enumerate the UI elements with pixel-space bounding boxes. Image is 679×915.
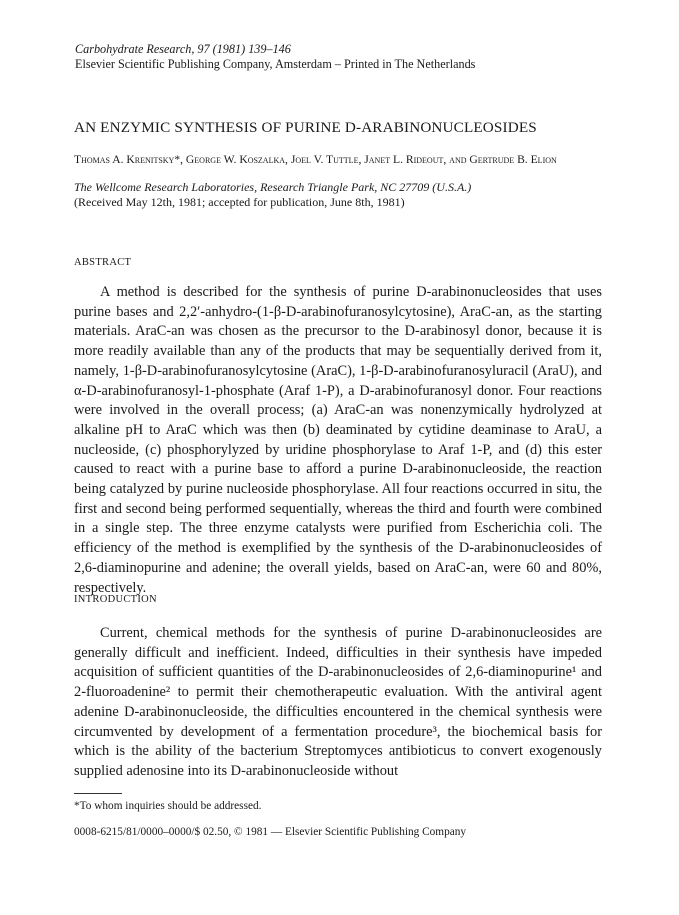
journal-header bbox=[75, 42, 475, 72]
affiliation: The Wellcome Research Laboratories, Research Triangle Park, NC 27709 (U.S.A.) bbox=[74, 180, 472, 194]
publisher-line: Elsevier Scientific Publishing Company, Amsterdam – Printed in The Netherlands bbox=[75, 57, 476, 71]
journal-citation: Carbohydrate Research, 97 (1981) 139–146 bbox=[75, 42, 291, 56]
abstract-text: A method is described for the synthesis of purine D-arabinonucleosides that uses purine bases and 2,2′-anhydro-(1-β-D-arabinofuranosylcytosine), AraC-an, as the starting materials. AraC-an was chosen as the precursor to the D-arabinosyl donor, because it is more readily available than any of the products that may be sequentially derived from it, namely, 1-β-D-arabinofuranosylcytosine (AraC), 1-β-D-arabinofuranosyluracil (AraU), and α-D-arabinofuranosyl-1-phosphate (Araf 1-P), a D-arabinofuranosyl donor. Four reactions were involved in the overall process; (a) AraC-an was nonenzymically hydrolyzed at alkaline pH to AraC which was then (b) deaminated by cytidine deaminase to AraU, a nucleoside, (c) phosphorylyzed by uridine phosphorylase to Araf 1-P, and (d) this ester caused to react with a purine base to afford a purine D-arabinonucleoside, the reaction being catalyzed by purine nucleoside phosphorylase. All four reactions occurred in situ, the first and second being performed sequentially, whereas the third and fourth were combined in a single step. The three enzyme catalysts were purified from Escherichia coli. The efficiency of the method is exemplified by the synthesis of the D-arabinonucleosides of 2,6-diaminopurine and adenine; the overall yields, based on AraC-an, were 60 and 80%, respectively. bbox=[74, 284, 602, 596]
footnote: *To whom inquiries should be addressed. bbox=[74, 800, 262, 812]
author-list: Thomas A. Krenitsky*, George W. Koszalka, Joel V. Tuttle, Janet L. Rideout, and Gertrude B. Elion bbox=[74, 153, 557, 166]
footnote-divider bbox=[74, 793, 122, 794]
abstract-heading: ABSTRACT bbox=[74, 257, 132, 268]
introduction-heading: INTRODUCTION bbox=[74, 594, 157, 605]
article-title: AN ENZYMIC SYNTHESIS OF PURINE D-ARABINONUCLEOSIDES bbox=[74, 119, 537, 136]
introduction-text: Current, chemical methods for the synthesis of purine D-arabinonucleosides are generally difficult and inefficient. Indeed, difficulties in their synthesis have impeded acquisition of sufficient quantities of the D-arabinonucleosides of 2,6-diaminopurine¹ and 2-fluoroadenine² to permit their chemotherapeutic evaluation. With the antiviral agent adenine D-arabinonucleoside, the difficulties encountered in the chemical synthesis were circumvented by development of a fermentation procedure³, the biochemical basis for which is the ability of the bacterium Streptomyces antibioticus to convert exogenously supplied adenosine into its D-arabinonucleoside without bbox=[74, 625, 602, 779]
received-dates: (Received May 12th, 1981; accepted for publication, June 8th, 1981) bbox=[74, 195, 405, 209]
copyright-footer: 0008-6215/81/0000–0000/$ 02.50, © 1981 — Elsevier Scientific Publishing Company bbox=[74, 826, 467, 838]
